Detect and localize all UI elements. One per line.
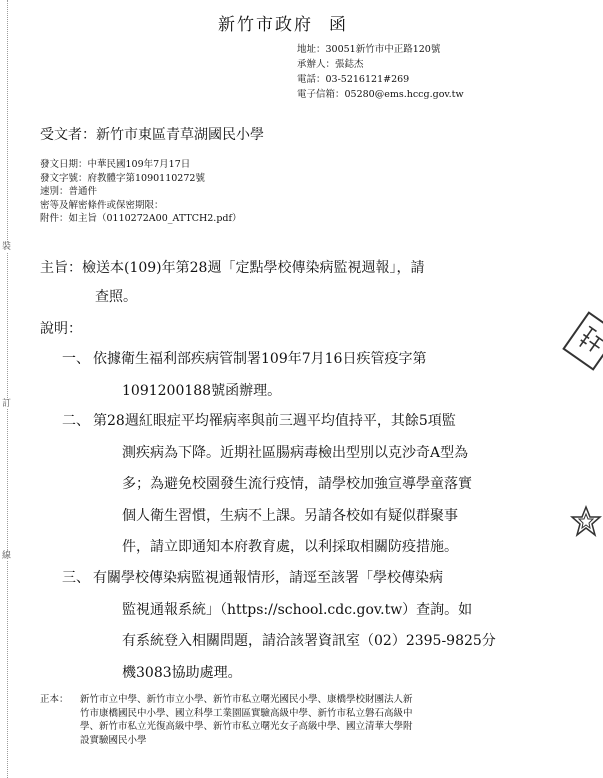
meta-delivery: 速別：普通件	[40, 186, 98, 197]
sender-info	[297, 42, 464, 102]
cc-line: 設實驗國民小學	[80, 734, 147, 746]
seal-star-icon	[570, 505, 602, 549]
cc-recipients	[40, 693, 413, 747]
cc-line: 竹市康橋國民中小學、國立科學工業園區實驗高級中學、新竹市私立磐石高級中	[80, 707, 413, 719]
sender-contact: 承辦人：張鋕杰	[297, 59, 364, 70]
document-title	[218, 10, 348, 35]
meta-date: 發文日期：中華民國109年7月17日	[40, 159, 191, 170]
subject-line-1: 主旨：檢送本(109)年第28週「定點學校傳染病監視週報」，請	[40, 260, 425, 276]
seal-stamp-icon	[562, 311, 603, 370]
meta-doc-number: 發文字號：府教體字第1090110272號	[40, 172, 205, 184]
item-number: 二、	[62, 413, 90, 429]
explanation-item	[62, 563, 496, 689]
cc-line: 新竹市立中學、新竹市立小學、新竹市私立曙光國民小學、康橋學校財團法人新	[80, 694, 413, 705]
cc-label: 正本：	[40, 694, 69, 705]
item-line: 有關學校傳染病監視通報情形，請逕至該署「學校傳染病	[93, 570, 443, 586]
recipient: 受文者：新竹市東區青草湖國民小學	[40, 127, 264, 143]
item-line: 有系統登入相關問題，請洽該署資訊室（02）2395-9825分	[122, 633, 496, 649]
item-line: 件，請立即通知本府教育處，以利採取相關防疫措施。	[122, 539, 458, 555]
meta-attachment[interactable]: 附件：如主旨（0110272A00_ATTCH2.pdf）	[40, 213, 242, 224]
item-line: 依據衛生福利部疾病管制署109年7月16日疾管疫字第	[93, 351, 427, 367]
binding-mark-mid: 訂	[2, 399, 12, 409]
subject	[40, 254, 424, 312]
explanation-heading: 說明：	[40, 321, 82, 337]
document-type: 函	[329, 15, 348, 35]
item-line: 機3083協助處理。	[122, 664, 242, 681]
agency-name: 新竹市政府	[218, 15, 313, 35]
sender-email: 電子信箱：05280@ems.hccg.gov.tw	[297, 89, 464, 100]
item-line: 第28週紅眼症平均罹病率與前三週平均值持平，其餘5項監	[93, 413, 456, 429]
explanation-item	[62, 344, 426, 407]
subject-line-2: 查照。	[95, 289, 137, 305]
explanation-item	[62, 406, 472, 564]
sender-address: 地址：30051新竹市中正路120號	[297, 44, 441, 55]
binding-mark-top: 裝	[2, 242, 12, 252]
item-line: 個人衛生習慣，生病不上課。另請各校如有疑似群聚事	[122, 507, 458, 524]
item-line[interactable]: 監視通報系統」（https://school.cdc.gov.tw）查詢。如	[122, 601, 473, 618]
cc-line: 學、新竹市私立光復高級中學、新竹市私立曙光女子高級中學、國立清華大學附	[80, 721, 413, 732]
meta-secrecy: 密等及解密條件或保密期限：	[40, 199, 164, 211]
item-number: 一、	[62, 351, 90, 367]
binding-mark-bottom: 線	[2, 551, 12, 561]
item-line: 多；為避免校園發生流行疫情，請學校加強宣導學童落實	[122, 476, 472, 492]
sender-phone: 電話：03-5216121#269	[297, 74, 410, 85]
binding-line	[7, 0, 8, 778]
item-line: 1091200188號函辦理。	[122, 382, 282, 399]
item-line: 測疾病為下降。近期社區腸病毒檢出型別以克沙奇A型為	[122, 444, 469, 461]
item-number: 三、	[62, 570, 90, 586]
document-meta	[40, 158, 242, 226]
